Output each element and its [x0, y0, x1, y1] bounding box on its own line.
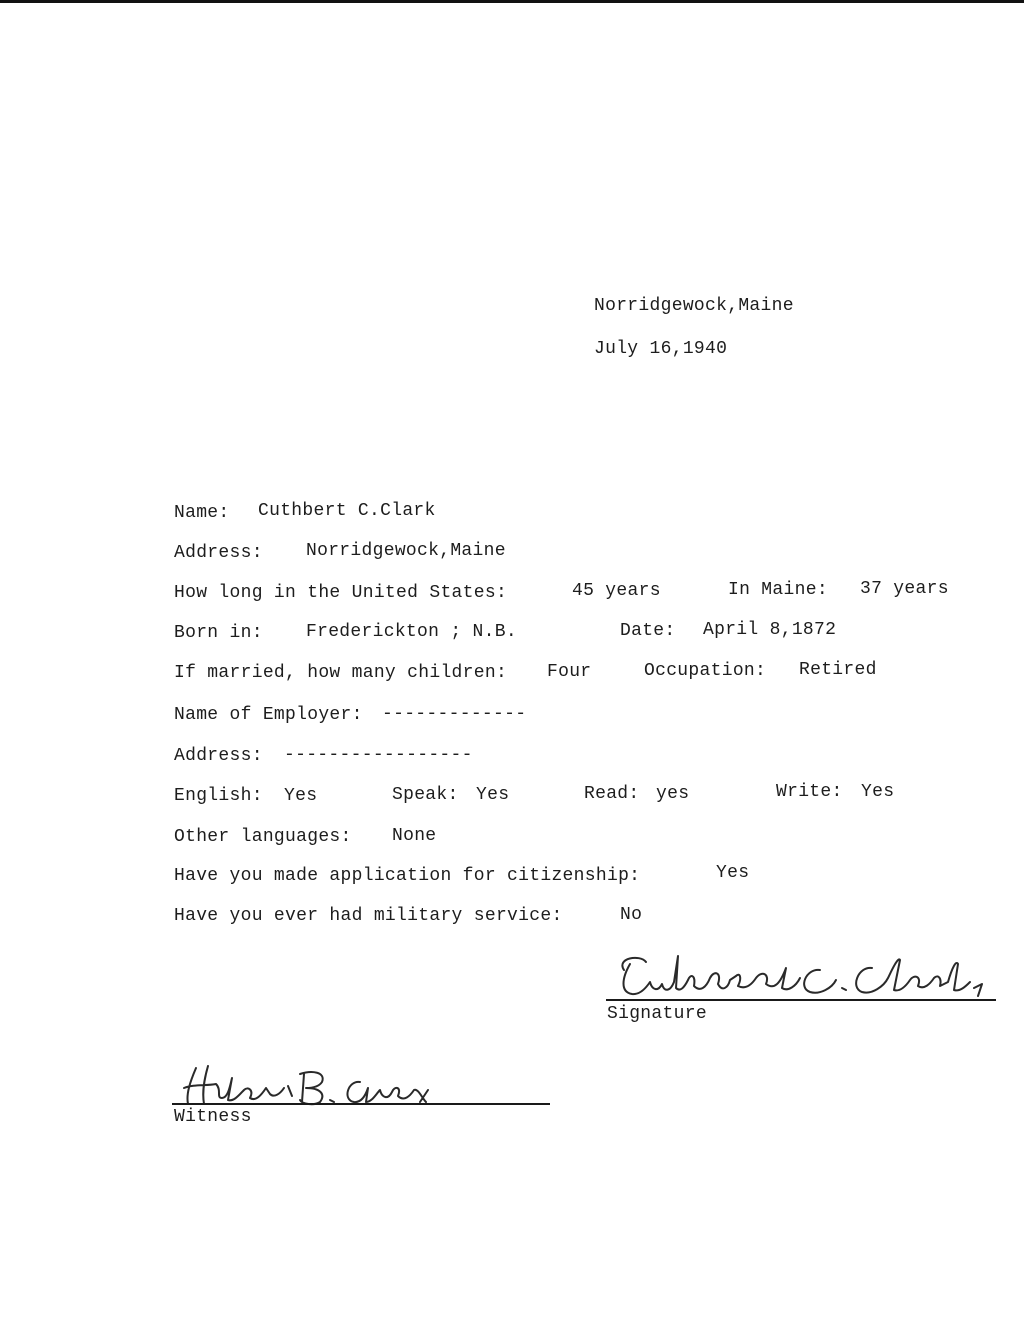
military-label: Have you ever had military service: [174, 906, 563, 926]
occupation-value: Retired [799, 660, 877, 680]
citizenship-value: Yes [716, 863, 750, 883]
occupation-label: Occupation: [644, 661, 767, 681]
born-label: Born in: [174, 623, 263, 643]
children-label: If married, how many children: [174, 663, 508, 683]
maine-duration-value: 37 years [860, 579, 949, 599]
address-value: Norridgewock,Maine [306, 541, 506, 561]
name-label: Name: [174, 503, 230, 523]
employer-label: Name of Employer: [174, 705, 363, 725]
witness-caption: Witness [174, 1107, 252, 1127]
military-value: No [620, 905, 643, 925]
birth-date-value: April 8,1872 [703, 620, 837, 640]
speak-value: Yes [476, 785, 510, 805]
write-value: Yes [861, 782, 895, 802]
signature-caption: Signature [607, 1004, 707, 1024]
read-label: Read: [584, 784, 640, 804]
children-value: Four [547, 662, 592, 682]
employer-address-value: ----------------- [284, 745, 473, 765]
born-value: Frederickton ; N.B. [306, 622, 517, 642]
other-languages-label: Other languages: [174, 827, 352, 847]
maine-duration-label: In Maine: [728, 580, 828, 600]
scan-top-edge [0, 0, 1024, 3]
us-duration-label: How long in the United States: [174, 583, 508, 603]
address-label: Address: [174, 543, 263, 563]
birth-date-label: Date: [620, 621, 676, 641]
witness-line [172, 1103, 550, 1105]
read-value: yes [656, 784, 690, 804]
us-duration-value: 45 years [572, 581, 661, 601]
name-value: Cuthbert C.Clark [258, 501, 436, 521]
other-languages-value: None [392, 826, 437, 846]
header-place: Norridgewock,Maine [594, 296, 794, 316]
signature-line [606, 999, 996, 1001]
employer-address-label: Address: [174, 746, 263, 766]
english-label: English: [174, 786, 263, 806]
header-date: July 16,1940 [594, 339, 728, 359]
employer-value: ------------- [382, 704, 527, 724]
english-value: Yes [284, 786, 318, 806]
citizenship-label: Have you made application for citizenship: [174, 866, 641, 886]
write-label: Write: [776, 782, 843, 802]
speak-label: Speak: [392, 785, 459, 805]
